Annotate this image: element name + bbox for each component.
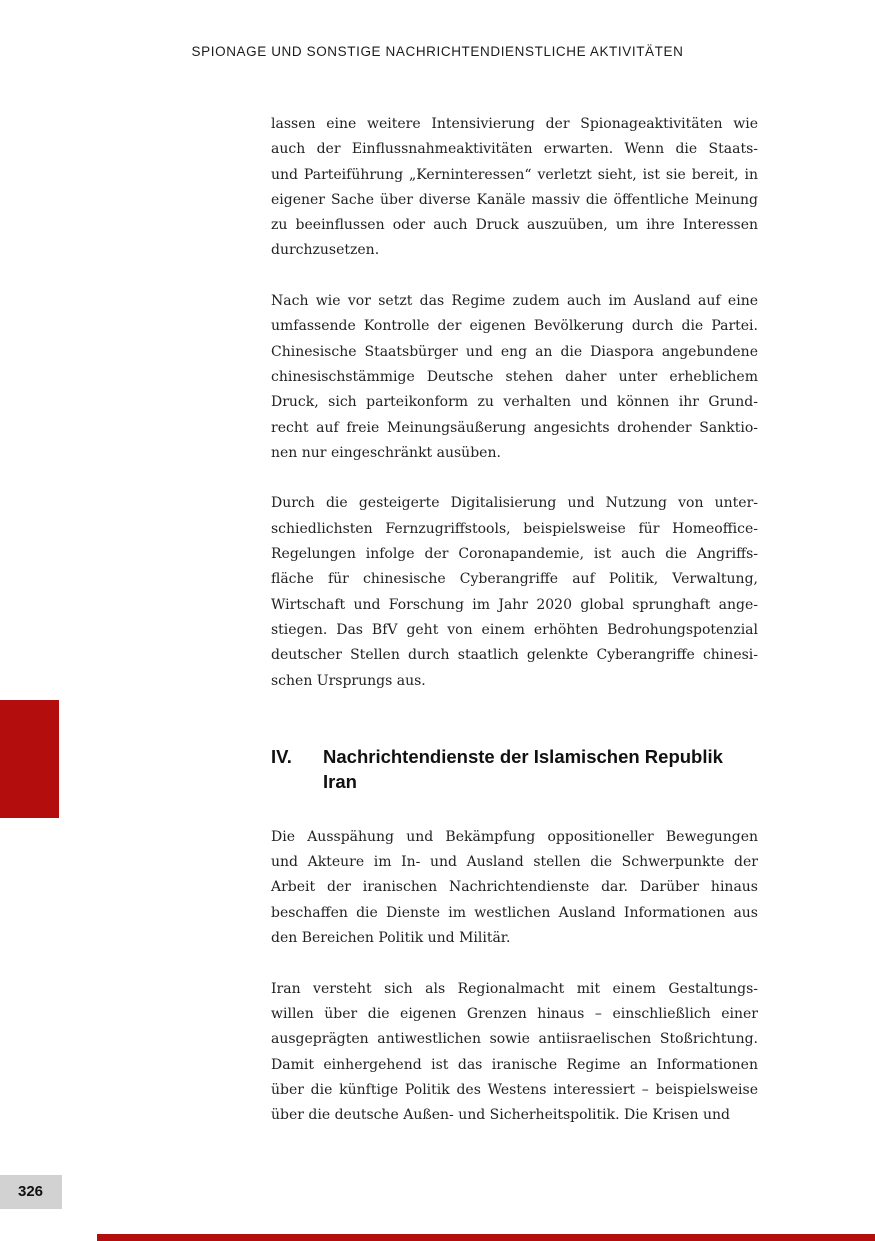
text-line: umfassende Kontrolle der eigenen Bevölkerung durch die Partei. (271, 318, 758, 335)
running-header: SPIONAGE UND SONSTIGE NACHRICHTENDIENSTLICHE AKTIVITÄTEN (191, 44, 684, 59)
text-line: deutscher Stellen durch staatlich gelenkte Cyberangriffe chinesi- (271, 647, 758, 664)
text-line: Die Ausspähung und Bekämpfung oppositioneller Bewegungen (271, 828, 758, 845)
text-line: Nach wie vor setzt das Regime zudem auch im Ausland auf eine (271, 293, 758, 310)
text-line: beschaffen die Dienste im westlichen Ausland Informationen aus (271, 904, 758, 921)
section-title (323, 744, 758, 794)
text-line: schiedlichsten Fernzugriffstools, beispielsweise für Homeoffice- (271, 520, 758, 537)
text-line: Damit einhergehend ist das iranische Regime an Informationen (271, 1056, 758, 1073)
text-line: fläche für chinesische Cyberangriffe auf Politik, Verwaltung, (271, 571, 758, 588)
text-line: Arbeit der iranischen Nachrichtendienste dar. Darüber hinaus (271, 879, 758, 896)
text-line: stiegen. Das BfV geht von einem erhöhten Bedrohungspotenzial (271, 621, 758, 638)
text-line: Iran versteht sich als Regionalmacht mit einem Gestaltungs- (271, 980, 758, 997)
text-line: Regelungen infolge der Coronapandemie, ist auch die Angriffs- (271, 546, 758, 563)
paragraph (271, 825, 758, 951)
text-line: schen Ursprungs aus. (271, 672, 426, 689)
text-line: den Bereichen Politik und Militär. (271, 930, 511, 947)
paragraph (271, 491, 758, 693)
text-line: Chinesische Staatsbürger und eng an die Diaspora angebundene (271, 343, 758, 360)
text-line: eigener Sache über diverse Kanäle massiv die öffentliche Meinung (271, 191, 758, 208)
text-line: ausgeprägten antiwestlichen sowie antiisraelischen Stoßrichtung. (271, 1031, 758, 1048)
text-line: Wirtschaft und Forschung im Jahr 2020 global sprunghaft ange- (271, 596, 758, 613)
text-column (271, 112, 758, 1154)
text-line: recht auf freie Meinungsäußerung angesichts drohender Sanktio- (271, 419, 758, 436)
body-paragraphs-top (271, 112, 758, 694)
text-line: Druck, sich parteikonform zu verhalten und können ihr Grund- (271, 394, 758, 411)
page-number: 326 (18, 1183, 44, 1200)
section-number: IV. (271, 745, 292, 767)
text-line: zu beeinflussen oder auch Druck auszuüben, um ihre Interessen (271, 217, 758, 234)
text-line: über die deutsche Außen- und Sicherheitspolitik. Die Krisen und (271, 1107, 730, 1124)
text-line: und Parteiführung „Kerninteressen“ verletzt sieht, ist sie bereit, in (271, 166, 758, 183)
section-heading (271, 744, 758, 794)
text-line: durchzusetzen. (271, 242, 380, 259)
page-number-badge (0, 1175, 62, 1209)
body-paragraphs-bottom (271, 825, 758, 1129)
text-line: und Akteure im In- und Ausland stellen die Schwerpunkte der (271, 854, 758, 871)
text-line: Durch die gesteigerte Digitalisierung und Nutzung von unter- (271, 495, 758, 512)
paragraph (271, 112, 758, 264)
footer-red-bar (97, 1234, 875, 1241)
paragraph (271, 289, 758, 466)
text-line: nen nur eingeschränkt ausüben. (271, 444, 501, 461)
paragraph (271, 977, 758, 1129)
text-line: willen über die eigenen Grenzen hinaus – einschließlich einer (271, 1005, 758, 1022)
chapter-marker-red-block (0, 700, 59, 818)
text-line: über die künftige Politik des Westens interessiert – beispielsweise (271, 1081, 758, 1098)
section-title-line: Iran (323, 770, 357, 792)
text-line: auch der Einflussnahmeaktivitäten erwarten. Wenn die Staats- (271, 141, 758, 158)
text-line: lassen eine weitere Intensivierung der Spionageaktivitäten wie (271, 116, 758, 132)
text-line: chinesischstämmige Deutsche stehen daher unter erheblichem (271, 368, 758, 385)
section-title-line: Nachrichtendienste der Islamischen Republik (323, 745, 723, 767)
